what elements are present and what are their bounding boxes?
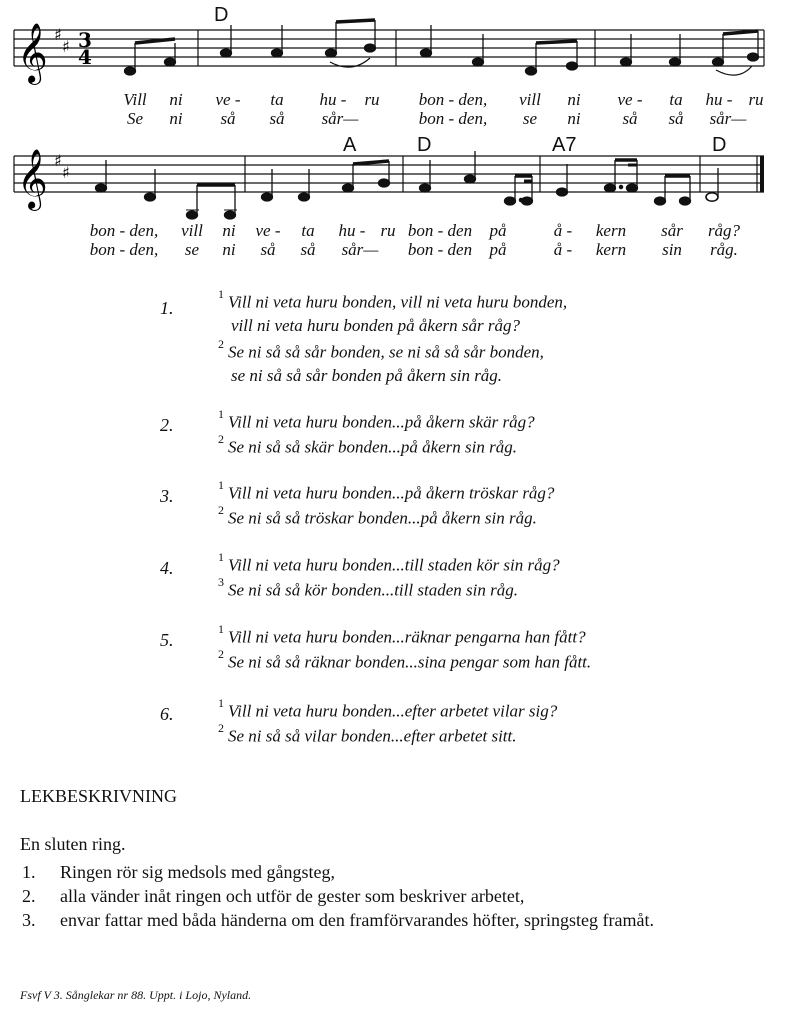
chord-symbol: D: [417, 134, 432, 156]
section-heading: LEKBESKRIVNING: [20, 786, 177, 806]
sharp-icon: ♯: [62, 163, 70, 182]
treble-clef-icon: 𝄞: [17, 149, 48, 209]
treble-clef-icon: 𝄞: [17, 23, 48, 83]
svg-text:4: 4: [78, 45, 92, 69]
music-staff-1: [0, 0, 799, 90]
svg-text:3: 3: [78, 28, 92, 52]
chord-symbol: A: [343, 134, 357, 156]
chord-symbol: D: [214, 4, 229, 26]
music-staff-2: [0, 130, 799, 230]
sharp-icon: ♯: [54, 25, 62, 44]
source-footnote: Fsvf V 3. Sånglekar nr 88. Uppt. i Lojo, Nyland.: [20, 988, 252, 1002]
description-intro: En sluten ring.: [20, 834, 126, 854]
sharp-icon: ♯: [62, 37, 70, 56]
chord-symbol: A7: [552, 134, 577, 156]
chord-symbol: D: [712, 134, 727, 156]
sharp-icon: ♯: [54, 151, 62, 170]
